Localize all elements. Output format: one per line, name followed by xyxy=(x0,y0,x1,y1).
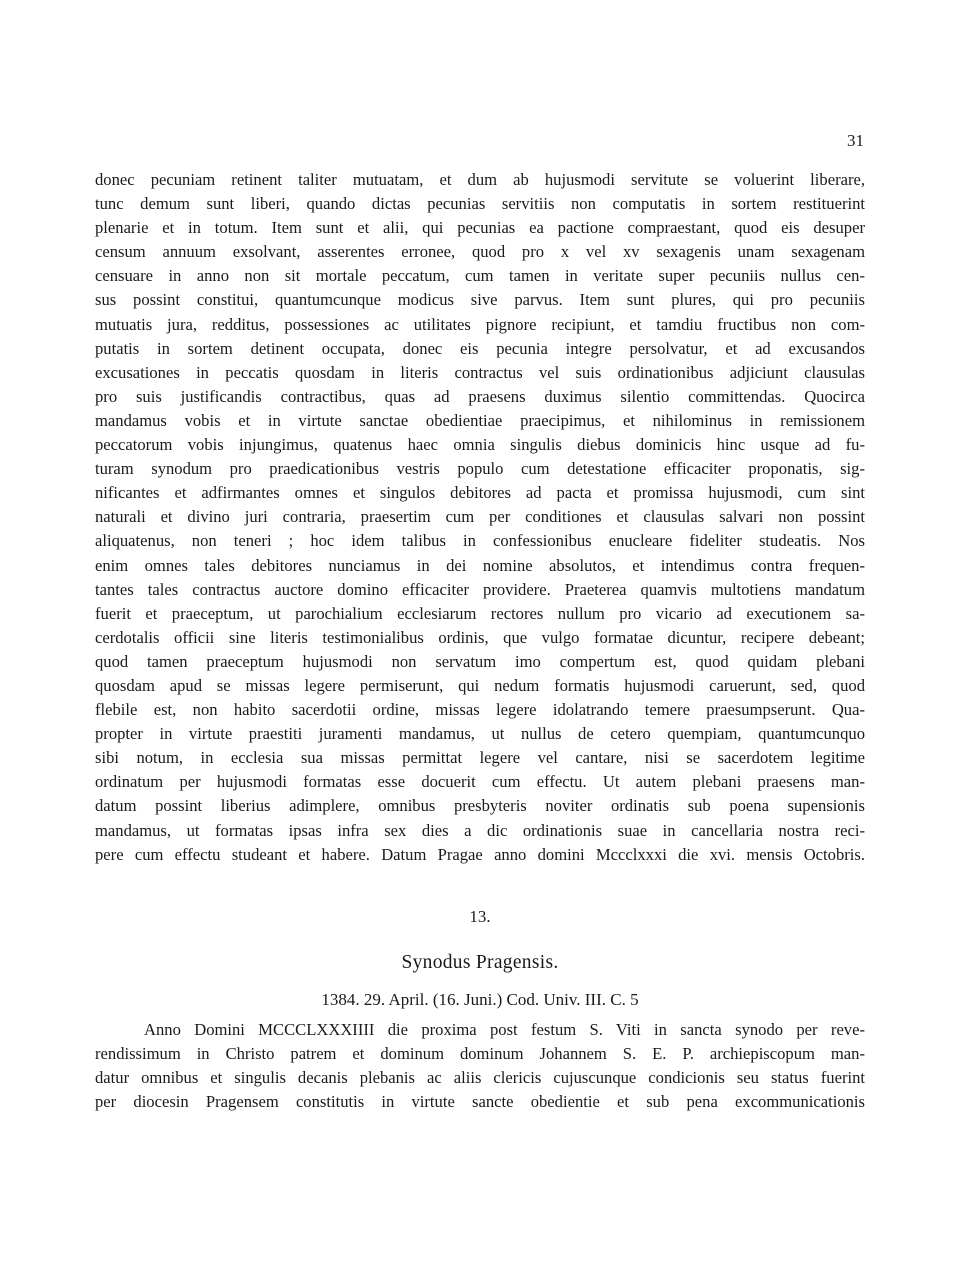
text-line: quosdam apud se missas legere permiserunt, qui nedum formatis hujusmodi caruerunt, sed, quod xyxy=(95,675,865,695)
text-line: sibi notum, in ecclesia sua missas permittat legere vel cantare, nisi se sacerdotem legitime xyxy=(95,748,865,768)
text-line: ordinatum per hujusmodi formatas esse docuerit cum effectu. Ut autem plebani praesens man- xyxy=(95,772,865,792)
text-line: Anno Domini MCCCLXXXIIII die proxima post festum S. Viti in sancta synodo per reve- xyxy=(144,1020,865,1039)
text-line: rendissimum in Christo patrem et dominum dominum Johannem S. E. P. archiepiscopum man- xyxy=(95,1044,865,1064)
text-line: propter in virtute praestiti juramenti mandamus, ut nullus de cetero quempiam, quantumcunquo xyxy=(95,724,865,744)
page-number: 31 xyxy=(847,131,864,150)
text-line: aliquatenus, non teneri ; hoc idem talibus in confessionibus enucleare fideliter studeatis. Nos xyxy=(95,531,865,551)
text-line: mandamus, ut formatas ipsas infra sex dies a dic ordinationis suae in cancellaria nostra reci- xyxy=(95,820,865,840)
text-line: fuerit et praeceptum, ut parochialium ecclesiarum rectores nullum pro vicario ad executionem sa- xyxy=(95,603,865,623)
text-line: censuare in anno non sit mortale peccatum, cum tamen in veritate super pecuniis nullus cen- xyxy=(95,266,865,286)
text-line: datum possint liberius adimplere, omnibus presbyteris noviter ordinatis sub poena supensionis xyxy=(95,796,865,816)
text-line: enim omnes tales debitores nunciamus in dei nomine absolutos, et intendimus contra frequen- xyxy=(95,555,865,575)
source-citation: 1384. 29. April. (16. Juni.) Cod. Univ. III. C. 5 xyxy=(321,990,639,1009)
text-line: pere cum effectu studeant et habere. Datum Pragae anno domini Mccclxxxi die xvi. mensis Octobris. xyxy=(95,844,865,864)
text-line: plenarie et in totum. Item sunt et alii, qui pecunias ea pactione compraestant, quod eis desuper xyxy=(95,218,865,238)
text-line: tantes tales contractus auctore domino efficaciter providere. Praeterea quamvis multotiens mandatum xyxy=(95,579,865,599)
text-line: cerdotalis officii sine literis testimonialibus ordinis, que vulgo formatae dicuntur, recipere debeant; xyxy=(95,627,865,647)
text-line: mandamus vobis et in virtute sanctae obedientiae praecipimus, et nihilominus in remissionem xyxy=(95,410,865,430)
main-paragraph xyxy=(95,168,865,867)
text-line: excusationes in peccatis quosdam in literis contractus vel suis ordinationibus adjiciunt clausulas xyxy=(95,362,865,382)
section-number: 13. xyxy=(469,907,491,926)
second-paragraph xyxy=(95,1018,865,1114)
text-line: naturali et divino juri contraria, praesertim cum per conditiones et clausulas salvari non possint xyxy=(95,507,865,527)
text-line: peccatorum vobis injungimus, quatenus haec omnia singulis diebus dominicis hinc usque ad fu- xyxy=(95,435,865,455)
text-line: censum annuum exsolvant, asserentes erronee, quod pro x vel xv sexagenis unam sexagenam xyxy=(95,242,865,262)
text-line: sus possint constitui, quantumcunque modicus sive parvus. Item sunt plures, qui pro pecuniis xyxy=(95,290,865,310)
text-line: quod tamen praeceptum hujusmodi non servatum imo compertum est, quod quidam plebani xyxy=(95,651,865,671)
text-line: nificantes et adfirmantes omnes et singulos debitores ad pacta et promissa hujusmodi, cum sint xyxy=(95,483,865,503)
text-line: flebile est, non habito sacerdotii ordine, missas legere idolatrando temere praesumpserunt. Qua- xyxy=(95,700,865,720)
text-line: per diocesin Pragensem constitutis in virtute sancte obedientie et sub pena excommunicationis xyxy=(95,1092,865,1112)
text-line: tunc demum sunt liberi, quando dictas pecunias servitiis non computatis in sortem restituerint xyxy=(95,194,865,214)
text-line: putatis in sortem detinent occupata, donec eis pecunia integre persolvatur, et ad excusandos xyxy=(95,338,865,358)
text-line: donec pecuniam retinent taliter mutuatam, et dum ab hujusmodi servitute se voluerint liberare, xyxy=(95,170,865,189)
text-line: turam synodum pro praedicationibus vestris populo cum detestatione efficaciter proponatis, sig- xyxy=(95,459,865,479)
section-title: Synodus Pragensis. xyxy=(401,952,559,973)
text-line: pro suis justificandis contractibus, quas ad praesens duximus silentio committendas. Quocirca xyxy=(95,386,865,406)
text-line: mutuatis jura, redditus, possessiones ac utilitates pignore recipiunt, et tamdiu fructibus non com- xyxy=(95,314,865,334)
text-line: datur omnibus et singulis decanis plebanis ac aliis clericis cujuscunque condicionis seu status fuerint xyxy=(95,1068,865,1088)
